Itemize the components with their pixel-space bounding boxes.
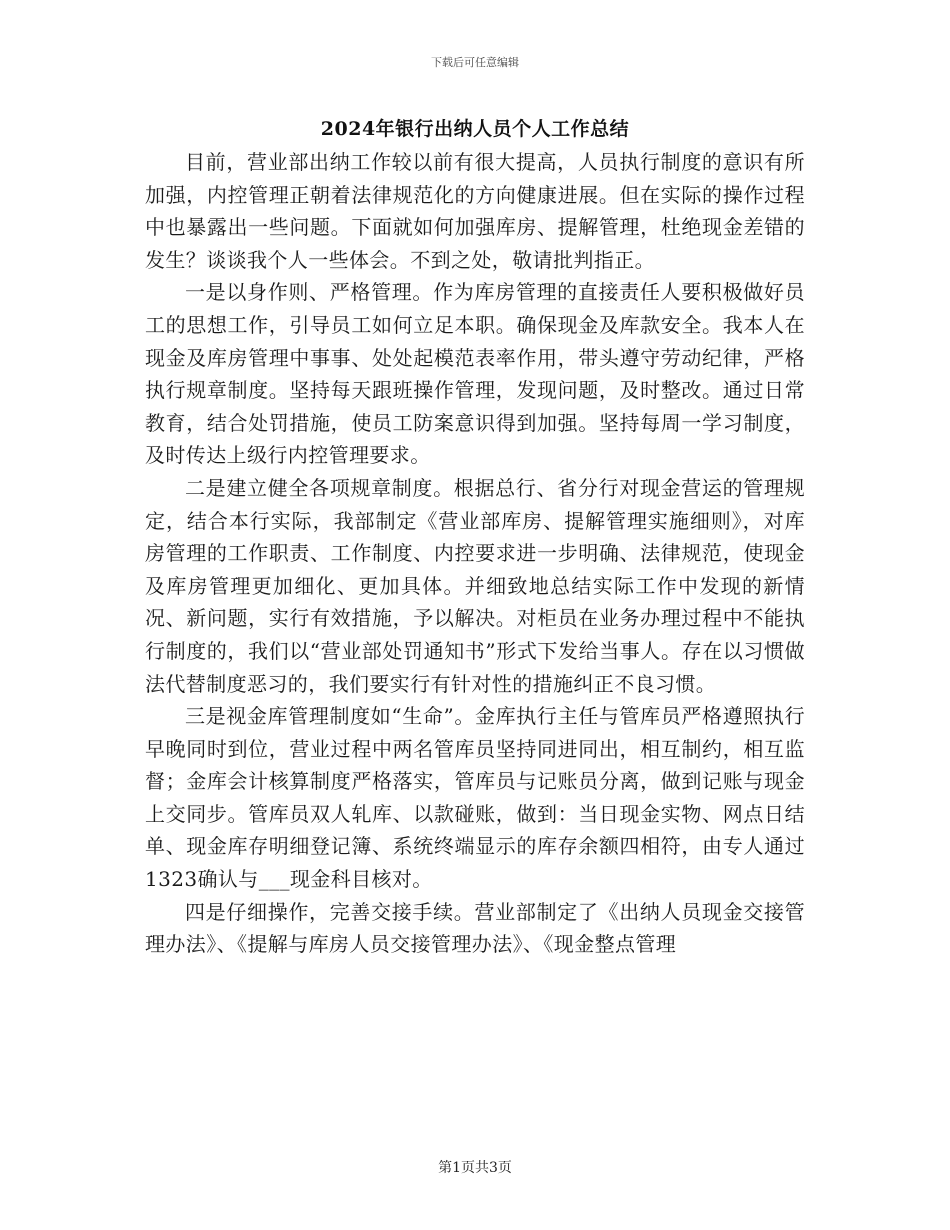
paragraph-1: 一是以身作则、严格管理。作为库房管理的直接责任人要积极做好员工的思想工作，引导员工如何立足本职。确保现金及库款安全。我本人在现金及库房管理中事事、处处起模范表率作用，带头遵守劳动纪律，严格执行规章制度。坚持每天跟班操作管理，发现问题，及时整改。通过日常教育，结合处罚措施，使员工防案意识得到加强。坚持每周一学习制度，及时传达上级行内控管理要求。 — [145, 280, 805, 468]
paragraph-3: 三是视金库管理制度如“生命”。金库执行主任与管库员严格遵照执行早晚同时到位，营业过程中两名管库员坚持同进同出，相互制约，相互监督；金库会计核算制度严格落实，管库员与记账员分离，做到记账与现金上交同步。管库员双人轧库、以款碰账，做到：当日现金实物、网点日结单、现金库存明细登记簿、系统终端显示的库存余额四相符，由专人通过1323确认与___现金科目核对。 — [145, 704, 805, 892]
paragraph-4: 四是仔细操作，完善交接手续。营业部制定了《出纳人员现金交接管理办法》、《提解与库房人员交接管理办法》、《现金整点管理 — [145, 899, 805, 957]
paragraph-2: 二是建立健全各项规章制度。根据总行、省分行对现金营运的管理规定，结合本行实际，我部制定《营业部库房、提解管理实施细则》，对库房管理的工作职责、工作制度、内控要求进一步明确、法律规范，使现金及库房管理更加细化、更加具体。并细致地总结实际工作中发现的新情况、新问题，实行有效措施，予以解决。对柜员在业务办理过程中不能执行制度的，我们以“营业部处罚通知书”形式下发给当事人。存在以习惯做法代替制度恶习的，我们要实行有针对性的措施纠正不良习惯。 — [145, 475, 805, 696]
document-body — [145, 146, 805, 961]
header-note: 下载后可任意编辑 — [431, 56, 519, 69]
document-title: 2024年银行出纳人员个人工作总结 — [320, 118, 630, 140]
paragraph-intro: 目前，营业部出纳工作较以前有很大提高，人员执行制度的意识有所加强，内控管理正朝着法律规范化的方向健康进展。但在实际的操作过程中也暴露出一些问题。下面就如何加强库房、提解管理，杜绝现金差错的发生？谈谈我个人一些体会。不到之处，敬请批判指正。 — [145, 150, 805, 272]
page-number-footer: 第1页共3页 — [438, 1160, 512, 1176]
